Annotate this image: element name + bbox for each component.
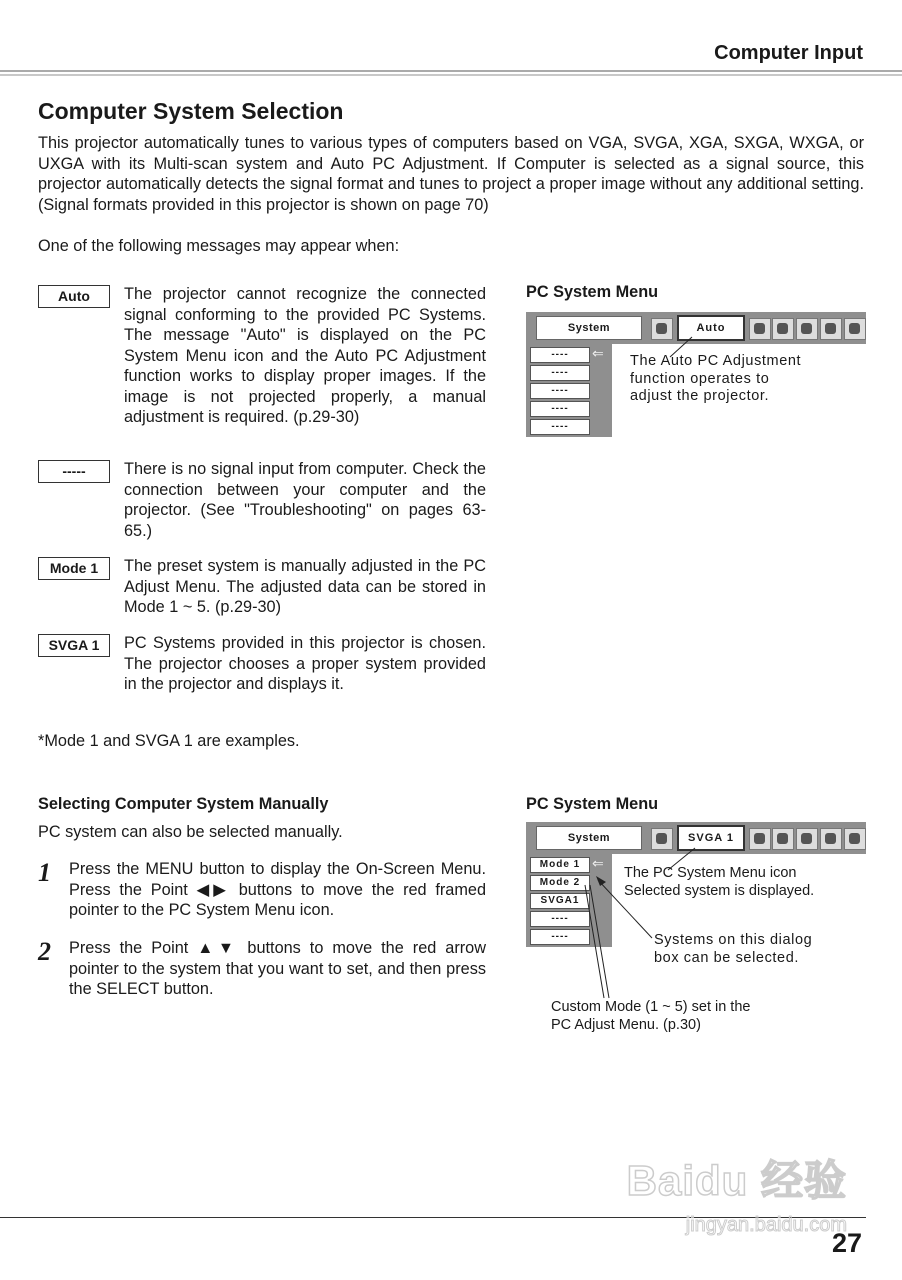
manual-heading: Selecting Computer System Manually <box>38 795 329 813</box>
step-text: Press the MENU button to display the On-Screen Menu. Press the Point ◀▶ buttons to move the red framed pointer to the PC System Menu icon. <box>69 860 486 919</box>
osd-list-item: ---- <box>530 929 590 945</box>
message-text: PC Systems provided in this projector is chosen. The projector chooses a proper system provided in the projector and displays it. <box>124 634 486 693</box>
osd-selected-system: Auto <box>677 315 745 341</box>
osd-selected-system: SVGA 1 <box>677 825 745 851</box>
osd-list-item: ---- <box>530 419 590 435</box>
image-select-icon <box>772 828 794 850</box>
osd-list-item: ---- <box>530 365 590 381</box>
intro-paragraph: This projector automatically tunes to various types of computers based on VGA, SVGA, XGA, SXGA, WXGA, or UXGA with its Multi-scan system and Auto PC Adjustment. If Computer is selected as a signal source, this projector automatically detects the signal format and tunes to project a proper image without any additional setting. (Signal formats provided in this projector is shown on page 70) <box>38 134 864 214</box>
header-rule <box>0 70 902 72</box>
menu1-title: PC System Menu <box>526 283 659 301</box>
sound-icon <box>844 828 866 850</box>
sound-icon <box>844 318 866 340</box>
message-label: SVGA 1 <box>38 634 110 657</box>
step-number: 2 <box>38 937 51 966</box>
osd-system-label: System <box>536 316 642 340</box>
watermark-url: jingyan.baidu.com <box>685 1214 847 1236</box>
osd-list-item: ---- <box>530 383 590 399</box>
arrow-pointer-icon: ⇐ <box>592 345 604 361</box>
osd-list-item: Mode 1 <box>530 857 590 873</box>
arrow-pointer-icon: ⇐ <box>592 855 604 871</box>
watermark-logo: Baidu 经验 <box>626 1157 847 1204</box>
osd-list-item: SVGA1 <box>530 893 590 909</box>
menu2-title: PC System Menu <box>526 795 659 813</box>
image-adjust-icon <box>796 828 818 850</box>
menu2-note-dialog: Systems on this dialog box can be selected. <box>654 932 813 966</box>
messages-intro: One of the following messages may appear when: <box>38 237 400 255</box>
message-text: There is no signal input from computer. Check the connection between your computer and the projector. (See "Troubleshooting" on pages 63-65.) <box>124 460 486 540</box>
section-header: Computer Input <box>714 42 863 64</box>
manual-subtext: PC system can also be selected manually. <box>38 823 343 841</box>
screen-icon <box>820 318 842 340</box>
pc-adjust-icon <box>749 828 771 850</box>
message-text: The projector cannot recognize the connected signal conforming to the provided PC Systems. The message "Auto" is displayed on the PC System Menu icon and the Auto PC Adjustment function works to display proper images. If the image is not projected properly, a manual adjustment is required. (p.29-30) <box>124 285 486 426</box>
osd-list-item: Mode 2 <box>530 875 590 891</box>
menu2-note-custom: Custom Mode (1 ~ 5) set in the PC Adjust Menu. (p.30) <box>551 999 751 1033</box>
page-number: 27 <box>831 1228 862 1258</box>
menu2-note-icon: The PC System Menu icon Selected system is displayed. <box>624 865 815 899</box>
osd-system-list <box>526 344 612 437</box>
page-title: Computer System Selection <box>38 98 344 124</box>
step-text: Press the Point ▲▼ buttons to move the red arrow pointer to the system that you want to set, and then press the SELECT button. <box>69 939 486 998</box>
pc-adjust-icon <box>749 318 771 340</box>
screen-icon <box>820 828 842 850</box>
message-label: Auto <box>38 285 110 308</box>
osd-list-item: ---- <box>530 347 590 363</box>
footnote: *Mode 1 and SVGA 1 are examples. <box>38 732 300 750</box>
menu1-note: The Auto PC Adjustment function operates to adjust the projector. <box>630 353 802 404</box>
osd-list-item: ---- <box>530 911 590 927</box>
osd-system-label: System <box>536 826 642 850</box>
message-label: Mode 1 <box>38 557 110 580</box>
image-select-icon <box>772 318 794 340</box>
message-label: ----- <box>38 460 110 483</box>
message-text: The preset system is manually adjusted in the PC Adjust Menu. The adjusted data can be stored in Mode 1 ~ 5. (p.29-30) <box>124 557 486 616</box>
osd-list-item: ---- <box>530 401 590 417</box>
header-rule <box>0 74 902 76</box>
step-number: 1 <box>38 858 51 887</box>
image-adjust-icon <box>796 318 818 340</box>
